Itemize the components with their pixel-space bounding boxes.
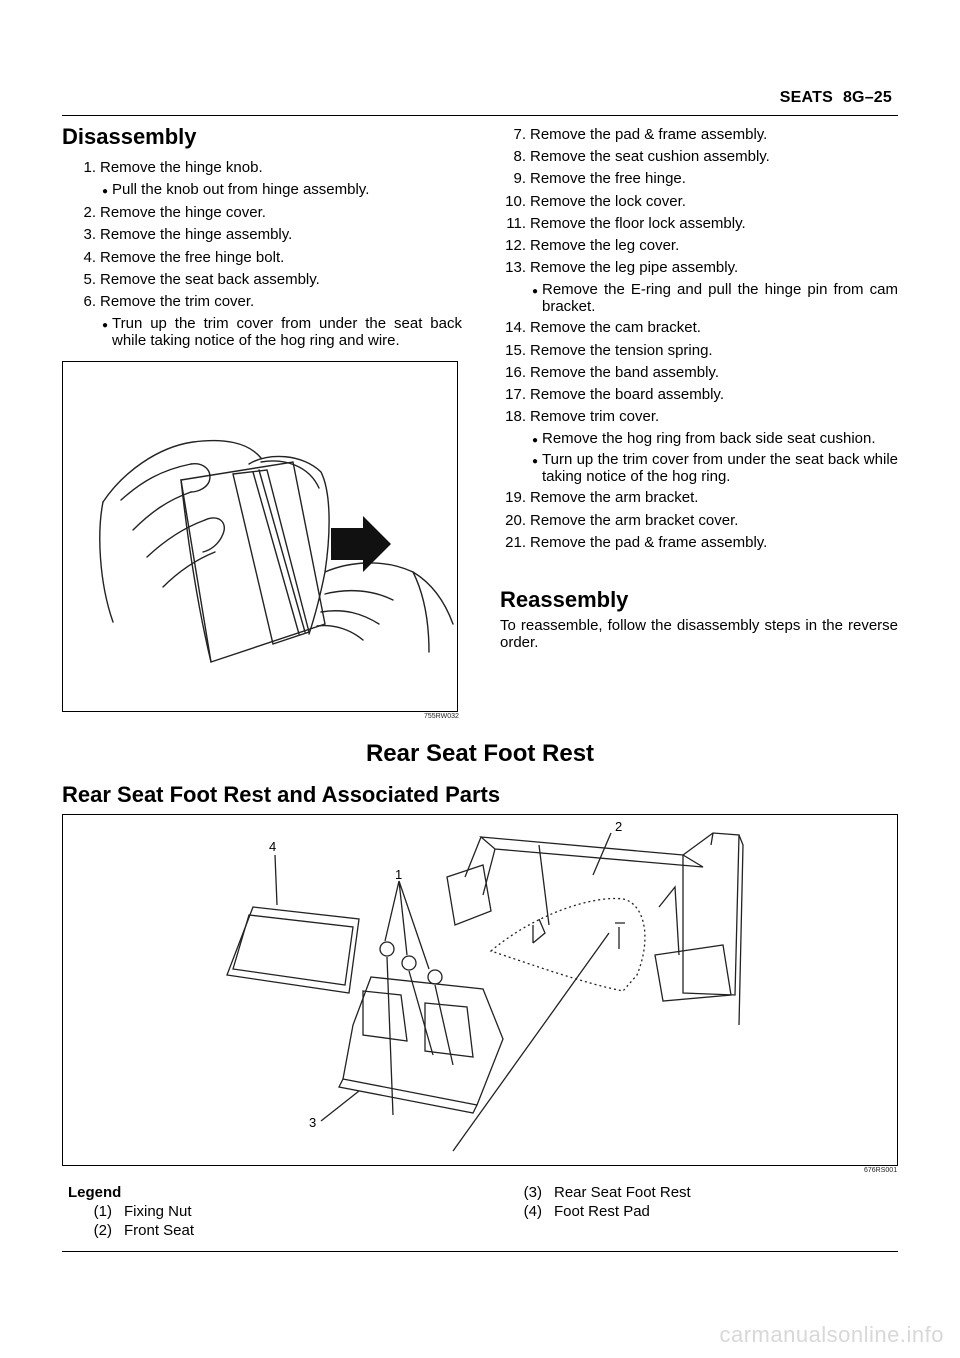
step-number: 15.	[505, 341, 526, 359]
step-bullet	[102, 181, 462, 200]
legend-right	[498, 1183, 898, 1221]
step-number: 11.	[506, 214, 526, 232]
step-item	[492, 191, 898, 213]
step-item	[492, 257, 898, 279]
bullet-text: Pull the knob out from hinge assembly.	[112, 181, 370, 199]
legend-item	[68, 1202, 488, 1221]
legend-text: Fixing Nut	[124, 1203, 192, 1220]
reassembly-heading: Reassembly	[500, 587, 629, 612]
step-number: 6.	[83, 293, 96, 311]
step-item	[492, 510, 898, 532]
step-number: 13.	[505, 259, 526, 277]
step-number: 9.	[513, 170, 526, 188]
step-number: 1.	[83, 159, 96, 176]
bullet-text: Trun up the trim cover from under the seat back while taking notice of the hog ring and wire.	[112, 315, 462, 350]
step-bullet	[532, 451, 898, 485]
right-step-list	[492, 124, 898, 554]
legend-item	[68, 1221, 488, 1240]
legend-item	[498, 1183, 898, 1202]
step-number: 3.	[83, 226, 96, 244]
step-number: 18.	[505, 408, 526, 426]
step-number: 10.	[505, 192, 526, 210]
bullet-text: Turn up the trim cover from under the seat back while taking notice of the hog ring.	[542, 451, 898, 486]
step-item	[492, 340, 898, 362]
trim-cover-illustration	[63, 362, 457, 711]
step-item	[492, 168, 898, 190]
step-text: Remove the seat back assembly.	[100, 270, 320, 288]
step-number: 17.	[505, 386, 526, 404]
callout-1: 1	[395, 867, 403, 882]
step-text: Remove the hinge cover.	[100, 204, 266, 222]
step-item	[62, 224, 462, 246]
step-text: Remove the arm bracket.	[530, 489, 699, 507]
legend-number: (2)	[93, 1222, 112, 1239]
legend-number: (4)	[523, 1203, 542, 1220]
legend-title: Legend	[68, 1184, 122, 1201]
step-item	[492, 384, 898, 406]
step-item	[492, 487, 898, 509]
bullet-icon: ●	[532, 435, 539, 447]
step-item	[62, 157, 462, 179]
legend-text: Rear Seat Foot Rest	[554, 1184, 691, 1201]
step-text: Remove the arm bracket cover.	[530, 511, 739, 529]
step-bullet	[102, 315, 462, 349]
callout-4: 4	[269, 839, 277, 854]
step-item	[492, 317, 898, 339]
bullet-icon: ●	[102, 320, 109, 332]
disassembly-heading: Disassembly	[62, 124, 197, 149]
step-number: 4.	[83, 248, 96, 266]
step-number: 5.	[83, 270, 96, 288]
step-text: Remove the pad & frame assembly.	[530, 533, 768, 551]
step-text: Remove the board assembly.	[530, 386, 724, 404]
step-text: Remove the tension spring.	[530, 341, 713, 359]
footer-rule	[62, 1251, 898, 1252]
step-item	[62, 269, 462, 291]
step-number: 8.	[513, 148, 526, 166]
step-number: 12.	[505, 237, 526, 255]
legend-text: Foot Rest Pad	[554, 1203, 650, 1220]
header-rule	[62, 115, 898, 116]
step-text: Remove the band assembly.	[530, 363, 719, 381]
step-text: Remove the free hinge bolt.	[100, 248, 285, 266]
callout-3: 3	[309, 1115, 317, 1130]
step-text: Remove the hinge knob.	[100, 159, 263, 176]
front-seat-frame	[481, 837, 703, 867]
foot-rest-figure	[62, 814, 898, 1166]
step-number: 16.	[505, 363, 526, 381]
step-text: Remove the lock cover.	[530, 192, 686, 210]
step-item	[492, 362, 898, 384]
step-text: Remove the leg pipe assembly.	[530, 259, 739, 277]
step-item	[492, 124, 898, 146]
legend-number: (3)	[523, 1184, 542, 1201]
step-text: Remove the leg cover.	[530, 237, 680, 255]
step-item	[62, 247, 462, 269]
foot-rest-subtitle: Rear Seat Foot Rest and Associated Parts	[62, 782, 501, 807]
step-number: 21.	[505, 533, 526, 551]
left-step-list	[62, 157, 462, 351]
legend-item	[498, 1202, 898, 1221]
step-item	[62, 202, 462, 224]
step-text: Remove the pad & frame assembly.	[530, 126, 768, 143]
legend-number: (1)	[93, 1203, 112, 1220]
bullet-text: Remove the E-ring and pull the hinge pin from cam bracket.	[542, 281, 898, 316]
header-title: SEATS	[779, 89, 833, 106]
legend-text: Front Seat	[124, 1222, 195, 1239]
step-bullet	[532, 281, 898, 315]
foot-rest-illustration	[63, 815, 897, 1165]
step-number: 20.	[505, 511, 526, 529]
step-number: 2.	[83, 204, 96, 222]
step-text: Remove trim cover.	[530, 408, 660, 426]
step-text: Remove the seat cushion assembly.	[530, 148, 770, 166]
step-number: 14.	[505, 319, 526, 337]
reassembly-text: To reassemble, follow the disassembly steps in the reverse order.	[500, 617, 898, 651]
callout-2: 2	[615, 819, 623, 834]
rear-foot-rest-shape	[343, 977, 503, 1105]
step-text: Remove the hinge assembly.	[100, 226, 293, 244]
legend-left	[68, 1183, 488, 1240]
step-number: 7.	[513, 126, 526, 143]
step-text: Remove the floor lock assembly.	[530, 214, 746, 232]
step-text: Remove the free hinge.	[530, 170, 686, 188]
step-item	[492, 213, 898, 235]
page-header	[780, 89, 892, 107]
bullet-icon: ●	[102, 186, 109, 198]
step-item	[492, 406, 898, 428]
step-item	[492, 146, 898, 168]
bullet-text: Remove the hog ring from back side seat cushion.	[542, 430, 876, 448]
trim-cover-figure	[62, 361, 458, 712]
step-item	[492, 532, 898, 554]
step-item	[62, 291, 462, 313]
step-item	[492, 235, 898, 257]
bullet-icon: ●	[532, 456, 539, 468]
figure-code-1: 755RW032	[424, 713, 459, 720]
header-section: 8G–25	[842, 89, 892, 106]
foot-rest-title: Rear Seat Foot Rest	[365, 740, 595, 767]
figure-code-2: 676RS001	[864, 1167, 898, 1174]
step-text: Remove the trim cover.	[100, 293, 255, 311]
step-number: 19.	[505, 489, 526, 507]
watermark: carmanualsonline.info	[719, 1322, 944, 1347]
bullet-icon: ●	[532, 286, 539, 298]
step-text: Remove the cam bracket.	[530, 319, 701, 337]
step-bullet	[532, 430, 898, 449]
